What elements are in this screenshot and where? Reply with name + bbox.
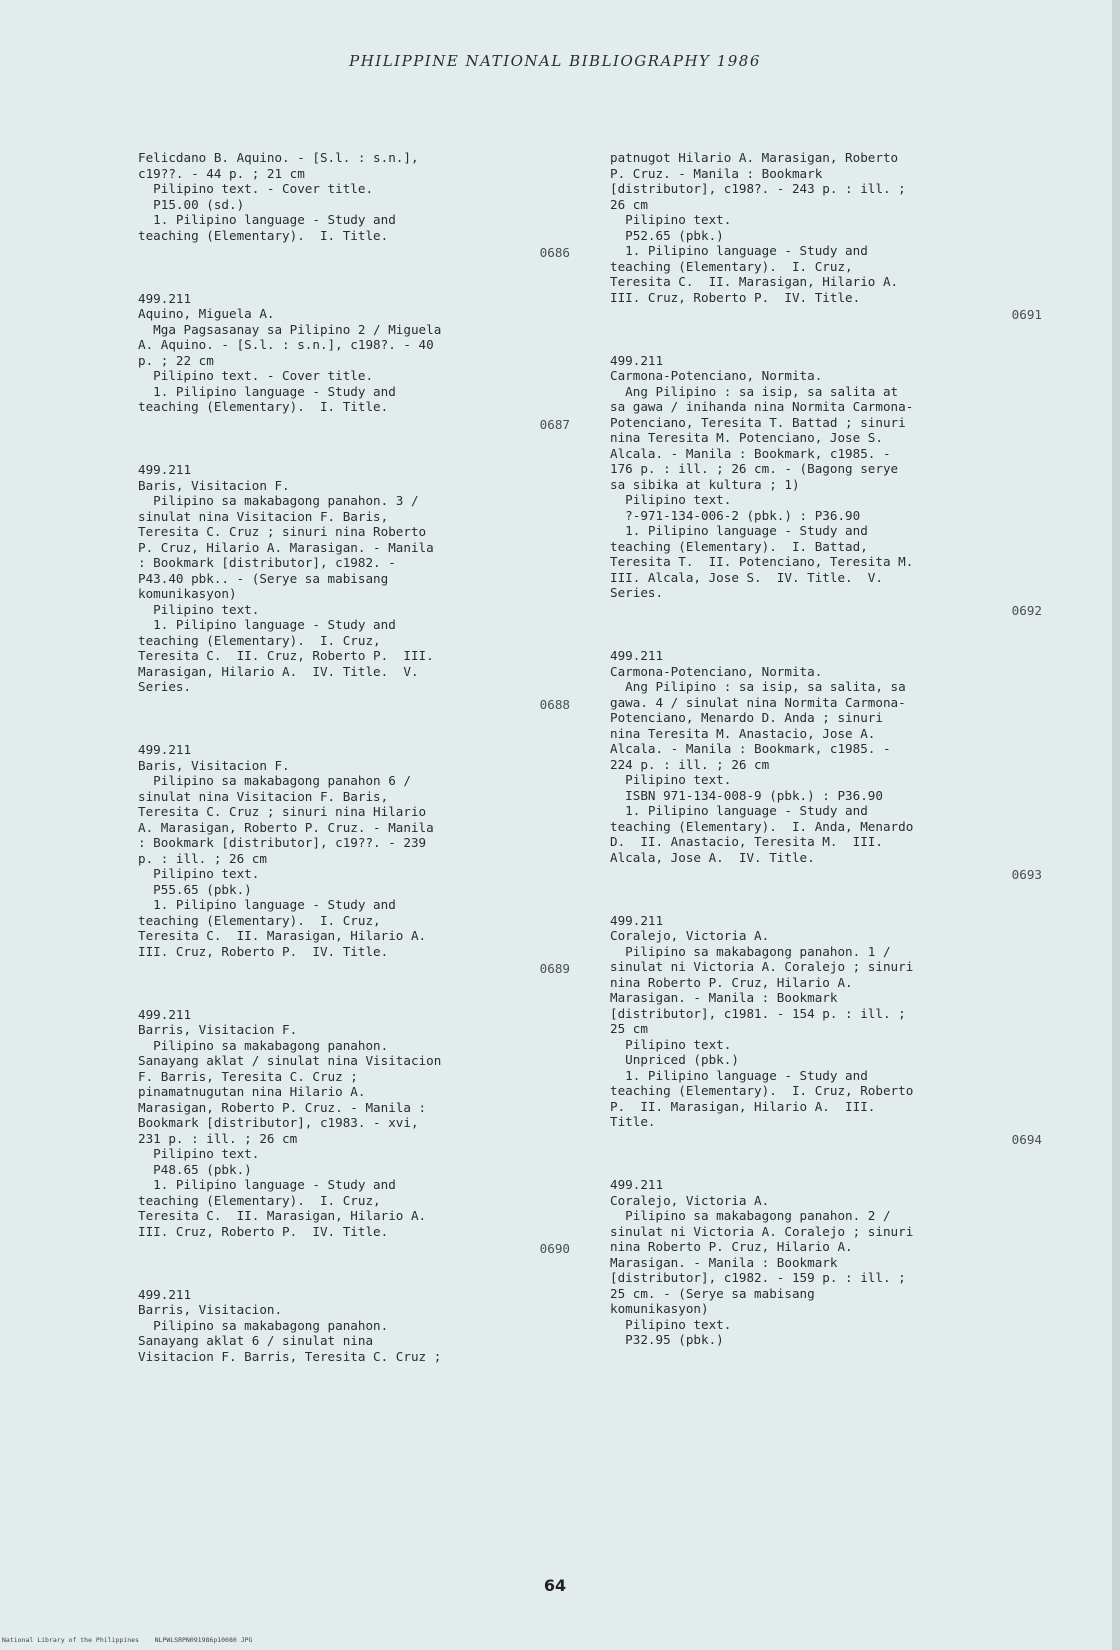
entry-line: Pilipino text. xyxy=(610,212,732,227)
bibliographic-entry xyxy=(138,742,578,977)
entry-line: Alcala. - Manila : Bookmark, c1985. - xyxy=(610,741,891,756)
entry-line: Pilipino text. xyxy=(138,1146,260,1161)
entry-line: 1. Pilipino language - Study and xyxy=(138,897,396,912)
entry-line: Barris, Visitacion. xyxy=(138,1302,283,1317)
entry-line: Marasigan, Hilario A. IV. Title. V. xyxy=(138,663,419,679)
entry-number: 0690 xyxy=(539,1241,570,1256)
entry-line: Alcala. - Manila : Bookmark, c1985. - xyxy=(610,445,891,461)
entry-line: teaching (Elementary). I. Anda, Menardo xyxy=(610,818,914,834)
entry-line: P. II. Marasigan, Hilario A. III. xyxy=(610,1098,876,1114)
entry-line: P52.65 (pbk.) xyxy=(610,227,724,243)
entry-number: 0688 xyxy=(539,696,570,712)
entry-line: Teresita C. Cruz ; sinuri nina Roberto xyxy=(138,524,427,539)
entry-line: Coralejo, Victoria A. xyxy=(610,928,770,943)
entry-line: sa sibika at kultura ; 1) xyxy=(610,476,800,492)
entry-line: 231 p. : ill. ; 26 cm xyxy=(138,1130,298,1146)
entry-line: p. : ill. ; 26 cm xyxy=(138,850,267,866)
bibliographic-entry xyxy=(610,913,1050,1148)
entry-line: sinulat nina Visitacion F. Baris, xyxy=(138,508,389,524)
entry-line: F. Barris, Teresita C. Cruz ; xyxy=(138,1068,358,1084)
bibliographic-entry xyxy=(610,1177,1050,1348)
bibliographic-entry xyxy=(138,291,578,433)
entry-line: teaching (Elementary). I. Cruz, xyxy=(138,1192,381,1208)
bibliographic-entry xyxy=(610,353,1050,619)
entry-number: 0687 xyxy=(539,416,570,432)
entry-line: 1. Pilipino language - Study and xyxy=(610,523,868,538)
entry-line: ?-971-134-006-2 (pbk.) : P36.90 xyxy=(610,507,861,523)
entry-line: Visitacion F. Barris, Teresita C. Cruz ; xyxy=(138,1348,442,1364)
page-edge xyxy=(1112,0,1120,1650)
running-head: PHILIPPINE NATIONAL BIBLIOGRAPHY 1986 xyxy=(349,52,761,70)
class-number: 499.211 xyxy=(138,1006,192,1022)
entry-line: Alcala, Jose A. IV. Title. xyxy=(610,849,815,865)
entry-line: Pilipino sa makabagong panahon. xyxy=(138,1037,389,1053)
class-number: 499.211 xyxy=(610,352,664,368)
bibliographic-entry xyxy=(610,648,1050,883)
entry-line: Teresita C. II. Cruz, Roberto P. III. xyxy=(138,648,434,663)
entry-line: Teresita C. II. Marasigan, Hilario A. xyxy=(610,274,899,289)
entry-line: Mga Pagsasanay sa Pilipino 2 / Miguela xyxy=(138,321,442,337)
entry-line: Teresita C. II. Marasigan, Hilario A. xyxy=(138,1208,427,1223)
entry-line: Potenciano, Teresita T. Battad ; sinuri xyxy=(610,414,906,430)
entry-line: teaching (Elementary). I. Battad, xyxy=(610,538,868,554)
entry-line: 176 p. : ill. ; 26 cm. - (Bagong serye xyxy=(610,461,899,476)
entry-line: Pilipino sa makabagong panahon 6 / xyxy=(138,773,411,788)
entry-line: Aquino, Miguela A. xyxy=(138,306,275,321)
entry-line: Baris, Visitacion F. xyxy=(138,477,290,493)
entry-line: 1. Pilipino language - Study and xyxy=(138,383,396,399)
entry-line: Pilipino text. xyxy=(610,772,732,787)
entry-line: P15.00 (sd.) xyxy=(138,196,245,212)
entry-line: gawa. 4 / sinulat nina Normita Carmona- xyxy=(610,694,906,710)
entry-line: teaching (Elementary). I. Cruz, xyxy=(138,912,381,928)
entry-line: Potenciano, Menardo D. Anda ; sinuri xyxy=(610,710,883,725)
entry-line: P43.40 pbk.. - (Serye sa mabisang xyxy=(138,570,389,586)
entry-line: Baris, Visitacion F. xyxy=(138,757,290,773)
entry-line: Teresita C. Cruz ; sinuri nina Hilario xyxy=(138,804,427,819)
entry-number: 0689 xyxy=(539,961,570,976)
entry-line: nina Roberto P. Cruz, Hilario A. xyxy=(610,974,853,990)
entry-line: P55.65 (pbk.) xyxy=(138,881,252,897)
entry-line: Coralejo, Victoria A. xyxy=(610,1192,770,1208)
entry-line: p. ; 22 cm xyxy=(138,352,214,368)
entry-line: Marasigan. - Manila : Bookmark xyxy=(610,990,838,1005)
entry-line: III. Alcala, Jose S. IV. Title. V. xyxy=(610,569,883,585)
entry-line: Pilipino sa makabagong panahon. 2 / xyxy=(610,1208,891,1223)
entry-line: Sanayang aklat / sinulat nina Visitacion xyxy=(138,1053,442,1068)
entry-line: [distributor], c1981. - 154 p. : ill. ; xyxy=(610,1005,906,1021)
entry-line: Pilipino sa makabagong panahon. 1 / xyxy=(610,943,891,959)
scan-footer: National Library of the Philippines NLPWLSRPN091986p10080 JPG xyxy=(2,1636,253,1644)
entry-line: Marasigan. - Manila : Bookmark xyxy=(610,1254,838,1270)
entry-line: Pilipino text. xyxy=(610,1316,732,1332)
entry-line: teaching (Elementary). I. Cruz, Roberto xyxy=(610,1083,914,1098)
entry-line: Teresita C. II. Marasigan, Hilario A. xyxy=(138,928,427,943)
entry-line: Title. xyxy=(610,1114,656,1129)
entry-line: [distributor], c198?. - 243 p. : ill. ; xyxy=(610,181,906,196)
entry-line: pinamatnugutan nina Hilario A. xyxy=(138,1084,366,1099)
entry-line: sinulat ni Victoria A. Coralejo ; sinuri xyxy=(610,1223,914,1239)
entry-line: Ang Pilipino : sa isip, sa salita at xyxy=(610,383,899,399)
entry-line: 25 cm. - (Serye sa mabisang xyxy=(610,1285,815,1301)
entry-line: P32.95 (pbk.) xyxy=(610,1332,724,1347)
entry-line: P48.65 (pbk.) xyxy=(138,1161,252,1177)
entry-line: 1. Pilipino language - Study and xyxy=(610,1067,868,1083)
entry-number: 0693 xyxy=(1011,867,1042,882)
left-column xyxy=(138,150,578,1394)
entry-line: 224 p. : ill. ; 26 cm xyxy=(610,756,770,772)
entry-line: nina Teresita M. Anastacio, Jose A. xyxy=(610,725,876,741)
entry-line: 26 cm xyxy=(610,196,648,212)
entry-line: Sanayang aklat 6 / sinulat nina xyxy=(138,1333,374,1348)
entry-line: teaching (Elementary). I. Cruz, xyxy=(610,258,853,274)
entry-line: 1. Pilipino language - Study and xyxy=(610,803,868,818)
entry-number: 0691 xyxy=(1011,307,1042,322)
class-number: 499.211 xyxy=(138,290,192,306)
class-number: 499.211 xyxy=(610,648,664,663)
entry-number: 0686 xyxy=(539,245,570,260)
right-column xyxy=(610,150,1050,1378)
entry-line: : Bookmark [distributor], c1982. - xyxy=(138,555,396,570)
entry-line: Bookmark [distributor], c1983. - xvi, xyxy=(138,1115,419,1130)
class-number: 499.211 xyxy=(138,742,192,757)
entry-line: [distributor], c1982. - 159 p. : ill. ; xyxy=(610,1270,906,1285)
entry-line: nina Teresita M. Potenciano, Jose S. xyxy=(610,430,883,445)
entry-line: Ang Pilipino : sa isip, sa salita, sa xyxy=(610,679,906,694)
entry-line: Carmona-Potenciano, Normita. xyxy=(610,368,823,383)
entry-line: Pilipino text. - Cover title. xyxy=(138,181,374,196)
entry-line: Felicdano B. Aquino. - [S.l. : s.n.], xyxy=(138,150,419,165)
entry-line: teaching (Elementary). I. Title. xyxy=(138,227,389,243)
entry-line: sinulat ni Victoria A. Coralejo ; sinuri xyxy=(610,959,914,974)
entry-line: komunikasyon) xyxy=(610,1301,709,1316)
entry-line: Pilipino sa makabagong panahon. 3 / xyxy=(138,493,419,508)
entry-line: A. Marasigan, Roberto P. Cruz. - Manila xyxy=(138,819,434,835)
entry-line: 1. Pilipino language - Study and xyxy=(138,212,396,227)
entry-line: 1. Pilipino language - Study and xyxy=(610,243,868,258)
class-number: 499.211 xyxy=(610,912,664,928)
entry-line: : Bookmark [distributor], c19??. - 239 xyxy=(138,835,427,850)
entry-line: Series. xyxy=(138,679,192,694)
entry-line: III. Cruz, Roberto P. IV. Title. xyxy=(138,943,389,959)
class-number: 499.211 xyxy=(138,1286,192,1302)
entry-line: 1. Pilipino language - Study and xyxy=(138,617,396,632)
entry-line: Pilipino text. xyxy=(138,601,260,617)
class-number: 499.211 xyxy=(610,1177,664,1192)
entry-line: Marasigan, Roberto P. Cruz. - Manila : xyxy=(138,1099,427,1115)
entry-line: nina Roberto P. Cruz, Hilario A. xyxy=(610,1239,853,1254)
entry-line: c19??. - 44 p. ; 21 cm xyxy=(138,165,305,181)
entry-line: teaching (Elementary). I. Title. xyxy=(138,399,389,414)
entry-line: Unpriced (pbk.) xyxy=(610,1052,739,1067)
entry-line: Carmona-Potenciano, Normita. xyxy=(610,663,823,679)
bibliographic-entry xyxy=(610,150,1050,323)
entry-line: Pilipino text. - Cover title. xyxy=(138,368,374,383)
bibliographic-entry xyxy=(138,150,578,261)
entry-line: Barris, Visitacion F. xyxy=(138,1022,298,1037)
entry-line: Pilipino text. xyxy=(610,1036,732,1052)
entry-line: III. Cruz, Roberto P. IV. Title. xyxy=(610,289,861,305)
entry-line: Pilipino sa makabagong panahon. xyxy=(138,1317,389,1333)
entry-line: D. II. Anastacio, Teresita M. III. xyxy=(610,834,883,849)
bibliographic-entry xyxy=(138,1287,578,1365)
entry-line: 1. Pilipino language - Study and xyxy=(138,1177,396,1192)
entry-line: Pilipino text. xyxy=(138,866,260,881)
entry-line: A. Aquino. - [S.l. : s.n.], c198?. - 40 xyxy=(138,337,434,352)
entry-line: komunikasyon) xyxy=(138,586,237,601)
page-number: 64 xyxy=(543,1576,567,1595)
entry-line: teaching (Elementary). I. Cruz, xyxy=(138,632,381,648)
bibliographic-entry xyxy=(138,462,578,712)
entry-line: Teresita T. II. Potenciano, Teresita M. xyxy=(610,554,914,569)
entry-line: P. Cruz. - Manila : Bookmark xyxy=(610,165,823,181)
entry-number: 0694 xyxy=(1011,1131,1042,1147)
entry-line: sinulat nina Visitacion F. Baris, xyxy=(138,788,389,804)
entry-line: patnugot Hilario A. Marasigan, Roberto xyxy=(610,150,899,165)
entry-line: III. Cruz, Roberto P. IV. Title. xyxy=(138,1223,389,1239)
entry-line: sa gawa / inihanda nina Normita Carmona- xyxy=(610,399,914,414)
class-number: 499.211 xyxy=(138,462,192,477)
entry-line: Series. xyxy=(610,585,664,600)
entry-line: ISBN 971-134-008-9 (pbk.) : P36.90 xyxy=(610,787,883,803)
entry-line: P. Cruz, Hilario A. Marasigan. - Manila xyxy=(138,539,434,555)
entry-line: Pilipino text. xyxy=(610,492,732,507)
entry-line: 25 cm xyxy=(610,1021,648,1036)
bibliographic-entry xyxy=(138,1007,578,1257)
entry-number: 0692 xyxy=(1011,602,1042,618)
